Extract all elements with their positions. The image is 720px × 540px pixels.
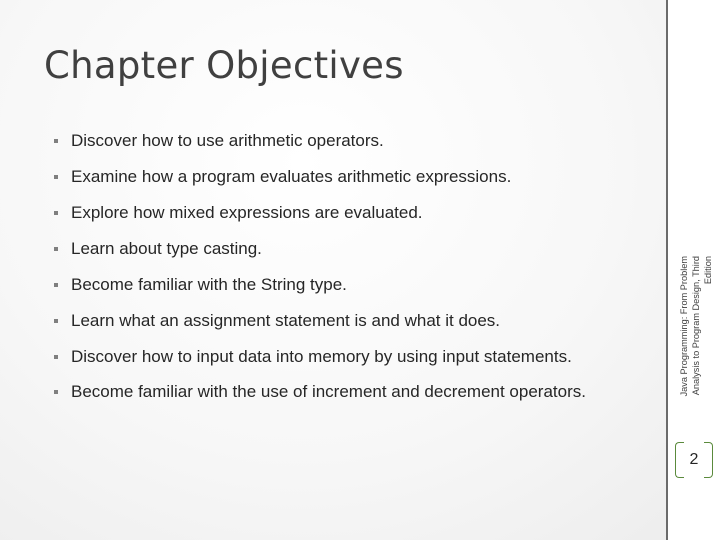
book-caption-text: Java Programming: From Problem Analysis to Program Design, Third Edition [679,256,713,397]
bracket-left-icon [675,442,684,478]
book-caption [672,256,720,416]
bracket-right-icon [704,442,713,478]
slide-number [675,442,713,478]
bullet-item: Examine how a program evaluates arithmetic expressions. [54,166,624,188]
bullet-item: Discover how to input data into memory by using input statements. [54,346,624,368]
bullet-item: Learn what an assignment statement is and what it does. [54,310,624,332]
slide-number-text: 2 [689,451,699,468]
bullet-item: Learn about type casting. [54,238,624,260]
slide-title: Chapter Objectives [44,44,404,87]
bullet-item: Discover how to use arithmetic operators. [54,130,624,152]
side-bar [666,0,720,540]
objectives-list [54,130,624,416]
bullet-item: Become familiar with the String type. [54,274,624,296]
bullet-item: Explore how mixed expressions are evaluated. [54,202,624,224]
bullet-item: Become familiar with the use of increment and decrement operators. [54,381,624,403]
